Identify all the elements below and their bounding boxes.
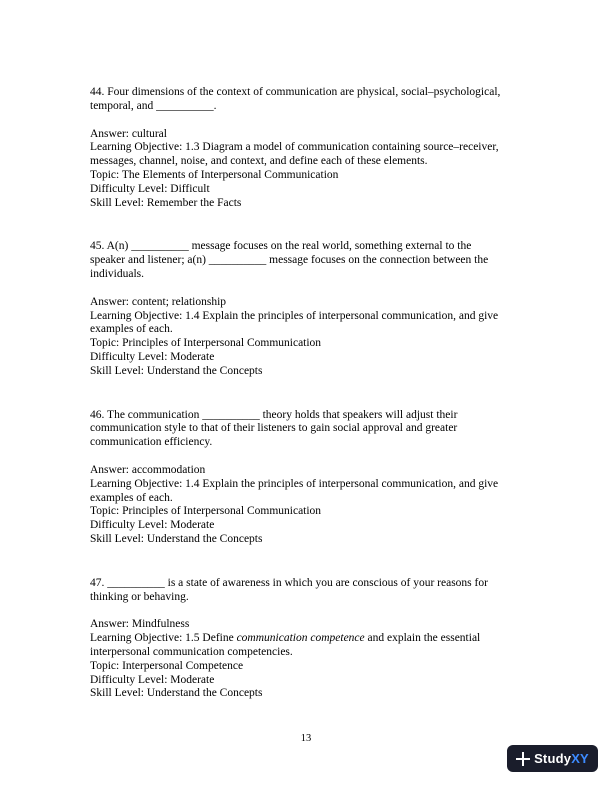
- question-47: [90, 577, 526, 701]
- spacer: [90, 379, 526, 409]
- question-line: thinking or behaving.: [90, 590, 189, 603]
- question-45: [90, 240, 526, 378]
- topic: Topic: Principles of Interpersonal Communication: [90, 337, 322, 350]
- document-page: [90, 86, 526, 701]
- skill-level: Skill Level: Remember the Facts: [90, 196, 242, 209]
- difficulty-level: Difficulty Level: Moderate: [90, 519, 215, 532]
- studyxy-badge[interactable]: [507, 745, 598, 772]
- topic: Topic: Interpersonal Competence: [90, 659, 244, 672]
- skill-level: Skill Level: Understand the Concepts: [90, 532, 263, 545]
- question-line: temporal, and __________.: [90, 99, 217, 112]
- page-number: 13: [300, 733, 312, 744]
- topic: Topic: Principles of Interpersonal Communication: [90, 505, 322, 518]
- question-text: [90, 409, 526, 450]
- question-text: [90, 240, 526, 281]
- brand-accent: XY: [571, 751, 589, 766]
- question-line: individuals.: [90, 267, 144, 280]
- topic: Topic: The Elements of Interpersonal Communication: [90, 168, 339, 181]
- answer: Answer: content; relationship: [90, 295, 227, 308]
- difficulty-level: Difficulty Level: Moderate: [90, 350, 215, 363]
- objective-suffix: and explain the essential: [364, 632, 481, 645]
- question-line: 44. Four dimensions of the context of communication are physical, social–psychological,: [90, 86, 501, 98]
- learning-objective: Learning Objective: 1.3 Diagram a model of communication containing source–receiver,: [90, 141, 499, 154]
- question-line: communication efficiency.: [90, 436, 213, 449]
- learning-objective: examples of each.: [90, 323, 173, 336]
- question-46: [90, 409, 526, 547]
- objective-term: communication competence: [236, 632, 365, 645]
- question-44: [90, 86, 526, 210]
- skill-level: Skill Level: Understand the Concepts: [90, 364, 263, 377]
- learning-objective: Learning Objective: 1.4 Explain the principles of interpersonal communication, and give: [90, 309, 499, 322]
- answer: Answer: accommodation: [90, 463, 206, 476]
- spacer: [90, 210, 526, 240]
- question-text: [90, 86, 526, 114]
- learning-objective: interpersonal communication competencies.: [90, 645, 293, 658]
- brand-name: [534, 751, 589, 766]
- question-line: 45. A(n) __________ message focuses on the real world, something external to the: [90, 240, 472, 253]
- difficulty-level: Difficulty Level: Difficult: [90, 182, 210, 195]
- learning-objective: examples of each.: [90, 491, 173, 504]
- brand-main: Study: [534, 751, 572, 766]
- learning-objective: [90, 632, 526, 646]
- spacer: [90, 547, 526, 577]
- skill-level: Skill Level: Understand the Concepts: [90, 687, 263, 700]
- question-line: 47. __________ is a state of awareness in which you are conscious of your reasons for: [90, 576, 488, 589]
- question-text: [90, 577, 526, 605]
- difficulty-level: Difficulty Level: Moderate: [90, 673, 215, 686]
- question-line: 46. The communication __________ theory holds that speakers will adjust their: [90, 408, 458, 421]
- plus-icon: [516, 752, 530, 766]
- answer: Answer: Mindfulness: [90, 618, 190, 631]
- learning-objective: messages, channel, noise, and context, and define each of these elements.: [90, 155, 428, 168]
- question-line: speaker and listener; a(n) __________ message focuses on the connection between the: [90, 254, 489, 267]
- objective-prefix: Learning Objective: 1.5 Define: [90, 632, 237, 645]
- question-line: communication style to that of their listeners to gain social approval and greater: [90, 422, 458, 435]
- learning-objective: Learning Objective: 1.4 Explain the principles of interpersonal communication, and give: [90, 477, 499, 490]
- answer: Answer: cultural: [90, 127, 167, 140]
